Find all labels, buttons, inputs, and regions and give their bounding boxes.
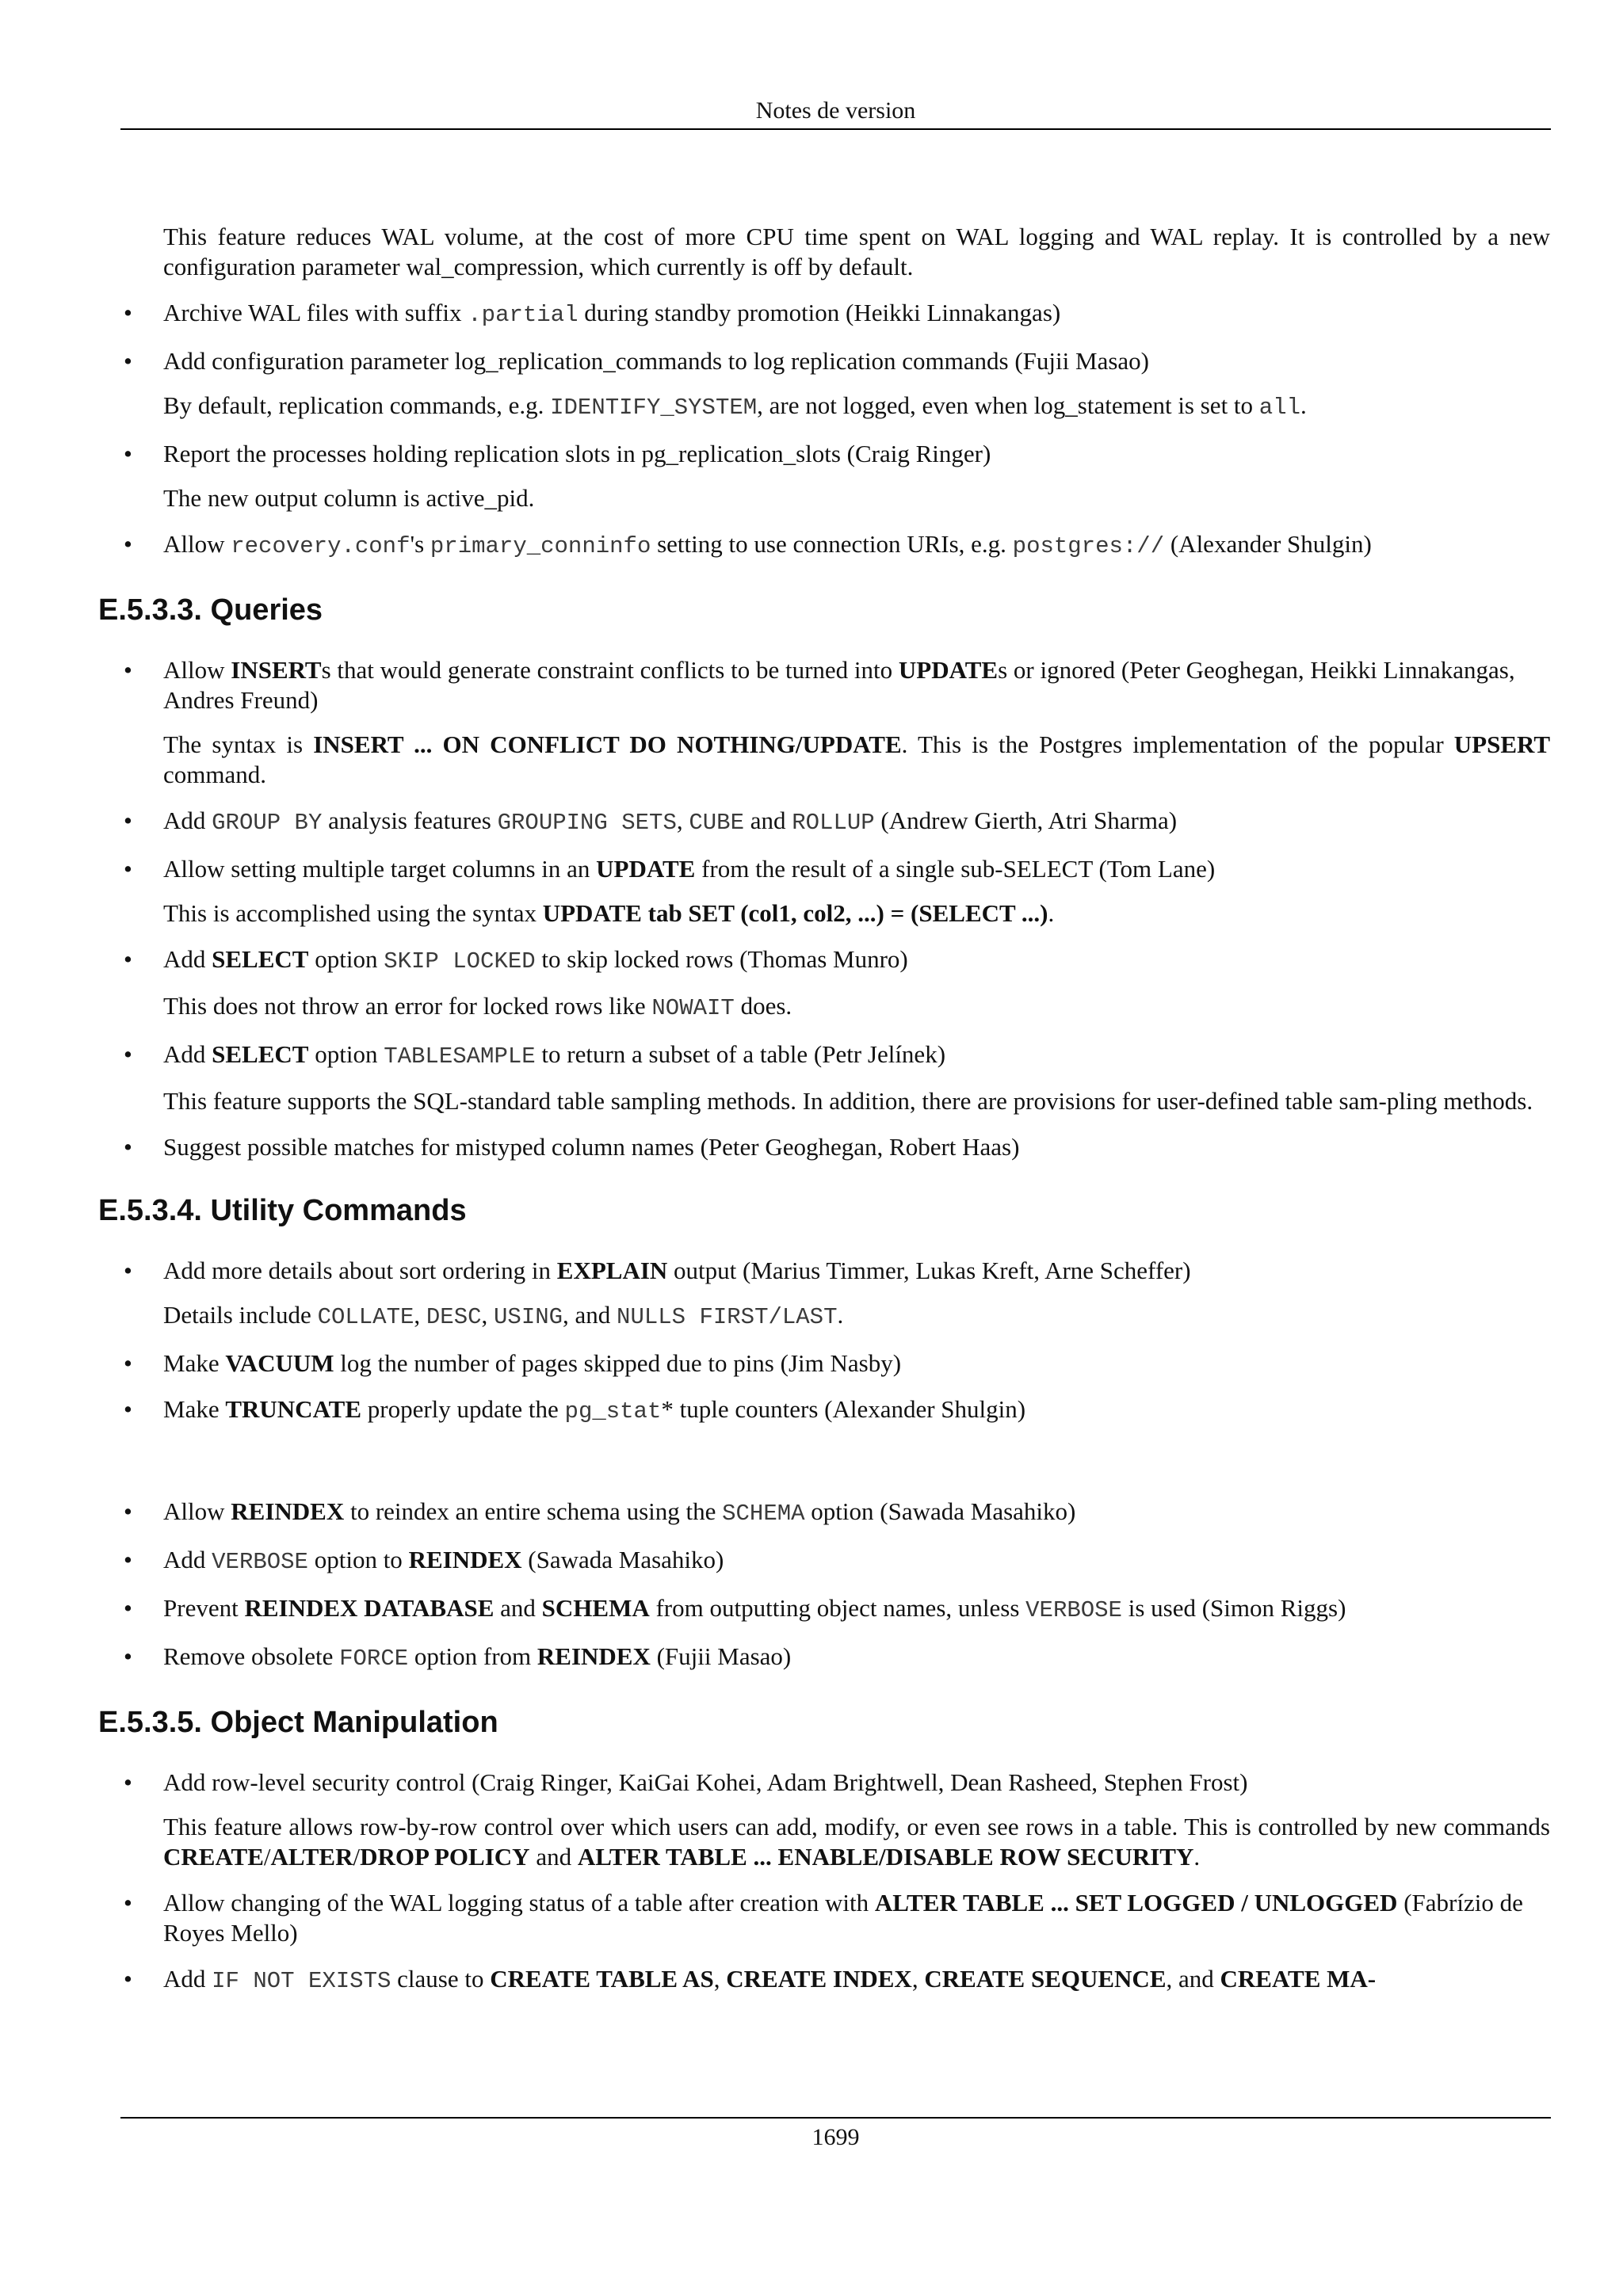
bold-term: DROP POLICY bbox=[360, 1843, 530, 1871]
inline-code: NOWAIT bbox=[651, 995, 735, 1021]
inline-code: VERBOSE bbox=[1025, 1597, 1122, 1623]
list-item-note: This feature allows row-by-row control over which users can add, modify, or even see rows in a table. This is controlled by new commands CREATE/ALTER/DROP POLICY and ALTER TABLE ... ENABLE/DISABLE ROW SECURITY. bbox=[163, 1813, 1550, 1871]
inline-code: IF NOT EXISTS bbox=[212, 1968, 391, 1994]
list-item: • Allow REINDEX to reindex an entire schema using the SCHEMA option (Sawada Masahiko) bbox=[163, 1497, 1550, 1529]
spacer bbox=[98, 1443, 1556, 1497]
bold-term: EXPLAIN bbox=[556, 1257, 668, 1284]
list-item: • Make TRUNCATE properly update the pg_stat* tuple counters (Alexander Shulgin) bbox=[163, 1394, 1550, 1427]
list-item: • Add row-level security control (Craig Ringer, KaiGai Kohei, Adam Brightwell, Dean Rasheed, Stephen Frost) bbox=[163, 1768, 1550, 1798]
inline-code: VERBOSE bbox=[212, 1549, 308, 1575]
list-item: • Report the processes holding replication slots in pg_replication_slots (Craig Ringer) bbox=[163, 439, 1550, 469]
inline-code: IDENTIFY_SYSTEM bbox=[550, 395, 758, 421]
bold-term: UPDATE bbox=[596, 855, 696, 883]
list-item-note: This feature supports the SQL-standard table sampling methods. In addition, there are provisions for user-defined table sam-pling methods. bbox=[163, 1087, 1533, 1115]
inline-code: TABLESAMPLE bbox=[384, 1043, 536, 1070]
page-header: Notes de version bbox=[755, 97, 916, 124]
inline-code: postgres:// bbox=[1012, 533, 1165, 559]
list-item: • Add SELECT option TABLESAMPLE to return a subset of a table (Petr Jelínek) bbox=[163, 1039, 1550, 1072]
list-item: • Allow setting multiple target columns in an UPDATE from the result of a single sub-SELECT (Tom Lane) bbox=[163, 854, 1550, 884]
section-heading: E.5.3.3. Queries bbox=[98, 593, 323, 627]
header-rule bbox=[120, 128, 1551, 130]
inline-code: GROUP BY bbox=[212, 810, 323, 836]
list-item: • Add GROUP BY analysis features GROUPING SETS, CUBE and ROLLUP (Andrew Gierth, Atri Sharma) bbox=[163, 806, 1550, 838]
bold-term: CREATE SEQUENCE bbox=[924, 1965, 1167, 1993]
list-item: • Make VACUUM log the number of pages skipped due to pins (Jim Nasby) bbox=[163, 1348, 1550, 1379]
bold-term: REINDEX bbox=[408, 1546, 522, 1573]
list-item-note: By default, replication commands, e.g. IDENTIFY_SYSTEM, are not logged, even when log_statement is set to all. bbox=[163, 391, 1307, 421]
bold-term: CREATE INDEX bbox=[726, 1965, 912, 1993]
inline-code: pg_stat bbox=[564, 1398, 662, 1425]
list-item: • Allow INSERTs that would generate constraint conflicts to be turned into UPDATEs or ignored (Peter Geoghegan, Heikki Linnakangas, Andres Freund) bbox=[163, 655, 1550, 715]
bold-term: ALTER bbox=[270, 1843, 353, 1871]
document-body bbox=[98, 223, 1556, 2012]
inline-code: primary_conninfo bbox=[430, 533, 651, 559]
bold-term: ALTER TABLE ... ENABLE/DISABLE ROW SECURITY bbox=[577, 1843, 1194, 1871]
bold-term: UPSERT bbox=[1453, 730, 1551, 758]
footer-rule bbox=[120, 2117, 1551, 2119]
inline-code: GROUPING SETS bbox=[497, 810, 677, 836]
inline-code: USING bbox=[494, 1304, 563, 1330]
section-heading: E.5.3.4. Utility Commands bbox=[98, 1194, 467, 1227]
bold-term: SCHEMA bbox=[541, 1594, 650, 1622]
list-item: • Add IF NOT EXISTS clause to CREATE TABLE AS, CREATE INDEX, CREATE SEQUENCE, and CREATE MA- bbox=[163, 1964, 1550, 1997]
list-item-note: Details include COLLATE, DESC, USING, and NULLS FIRST/LAST. bbox=[163, 1301, 844, 1330]
inline-code: SCHEMA bbox=[722, 1501, 805, 1527]
list-item-note: The syntax is INSERT ... ON CONFLICT DO NOTHING/UPDATE. This is the Postgres implementation of the popular UPSERT command. bbox=[163, 730, 1551, 788]
inline-code: FORCE bbox=[339, 1646, 409, 1672]
list-item: • Allow changing of the WAL logging status of a table after creation with ALTER TABLE ... SET LOGGED / UNLOGGED (Fabrízio de Royes Mello) bbox=[163, 1888, 1550, 1948]
inline-code: COLLATE bbox=[317, 1304, 414, 1330]
inline-code: NULLS FIRST/LAST bbox=[617, 1304, 838, 1330]
bold-term: CREATE MA- bbox=[1220, 1965, 1377, 1993]
bold-term: INSERT ... ON CONFLICT DO NOTHING/UPDATE bbox=[313, 730, 902, 758]
bold-term: CREATE TABLE AS bbox=[490, 1965, 714, 1993]
list-item-note: The new output column is active_pid. bbox=[163, 484, 535, 512]
list-item: • Allow recovery.conf's primary_conninfo setting to use connection URIs, e.g. postgres:// (Alexander Shulgin) bbox=[163, 529, 1550, 562]
inline-code: DESC bbox=[426, 1304, 482, 1330]
list-item: • Archive WAL files with suffix .partial during standby promotion (Heikki Linnakangas) bbox=[163, 298, 1550, 330]
list-item: • Suggest possible matches for mistyped column names (Peter Geoghegan, Robert Haas) bbox=[163, 1132, 1550, 1162]
bold-term: TRUNCATE bbox=[225, 1395, 362, 1423]
inline-code: CUBE bbox=[689, 810, 744, 836]
inline-code: SKIP LOCKED bbox=[384, 948, 536, 974]
bold-term: UPDATE bbox=[898, 656, 999, 684]
list-item: • Remove obsolete FORCE option from REINDEX (Fujii Masao) bbox=[163, 1642, 1550, 1674]
page-number: 1699 bbox=[812, 2124, 860, 2150]
inline-code: ROLLUP bbox=[792, 810, 875, 836]
bold-term: REINDEX DATABASE bbox=[244, 1594, 495, 1622]
section-heading: E.5.3.5. Object Manipulation bbox=[98, 1706, 498, 1739]
bold-term: ALTER TABLE ... SET LOGGED / UNLOGGED bbox=[874, 1889, 1398, 1917]
bold-term: SELECT bbox=[212, 945, 309, 973]
bold-term: VACUUM bbox=[225, 1349, 334, 1377]
list-item: • Add more details about sort ordering in EXPLAIN output (Marius Timmer, Lukas Kreft, Arne Scheffer) bbox=[163, 1256, 1550, 1286]
bold-term: SELECT bbox=[212, 1040, 309, 1068]
bold-term: CREATE bbox=[163, 1843, 264, 1871]
inline-code: all bbox=[1258, 395, 1301, 421]
list-item-note: This does not throw an error for locked rows like NOWAIT does. bbox=[163, 992, 792, 1021]
list-item: • Prevent REINDEX DATABASE and SCHEMA from outputting object names, unless VERBOSE is used (Simon Riggs) bbox=[163, 1593, 1550, 1626]
bold-term: INSERT bbox=[231, 656, 322, 684]
inline-code: recovery.conf bbox=[231, 533, 411, 559]
list-item-note: This feature reduces WAL volume, at the cost of more CPU time spent on WAL logging and WAL replay. It is controlled by a new configuration parameter wal_compression, which currently is off by default. bbox=[163, 223, 1550, 280]
list-item: • Add configuration parameter log_replication_commands to log replication commands (Fujii Masao) bbox=[163, 346, 1550, 376]
bold-term: UPDATE tab SET (col1, col2, ...) = (SELECT ...) bbox=[542, 899, 1048, 927]
bold-term: REINDEX bbox=[231, 1497, 345, 1525]
list-item: • Add VERBOSE option to REINDEX (Sawada Masahiko) bbox=[163, 1545, 1550, 1577]
bold-term: REINDEX bbox=[537, 1642, 651, 1670]
list-item: • Add SELECT option SKIP LOCKED to skip locked rows (Thomas Munro) bbox=[163, 944, 1550, 977]
inline-code: .partial bbox=[468, 302, 579, 328]
list-item-note: This is accomplished using the syntax UPDATE tab SET (col1, col2, ...) = (SELECT ...). bbox=[163, 899, 1055, 927]
